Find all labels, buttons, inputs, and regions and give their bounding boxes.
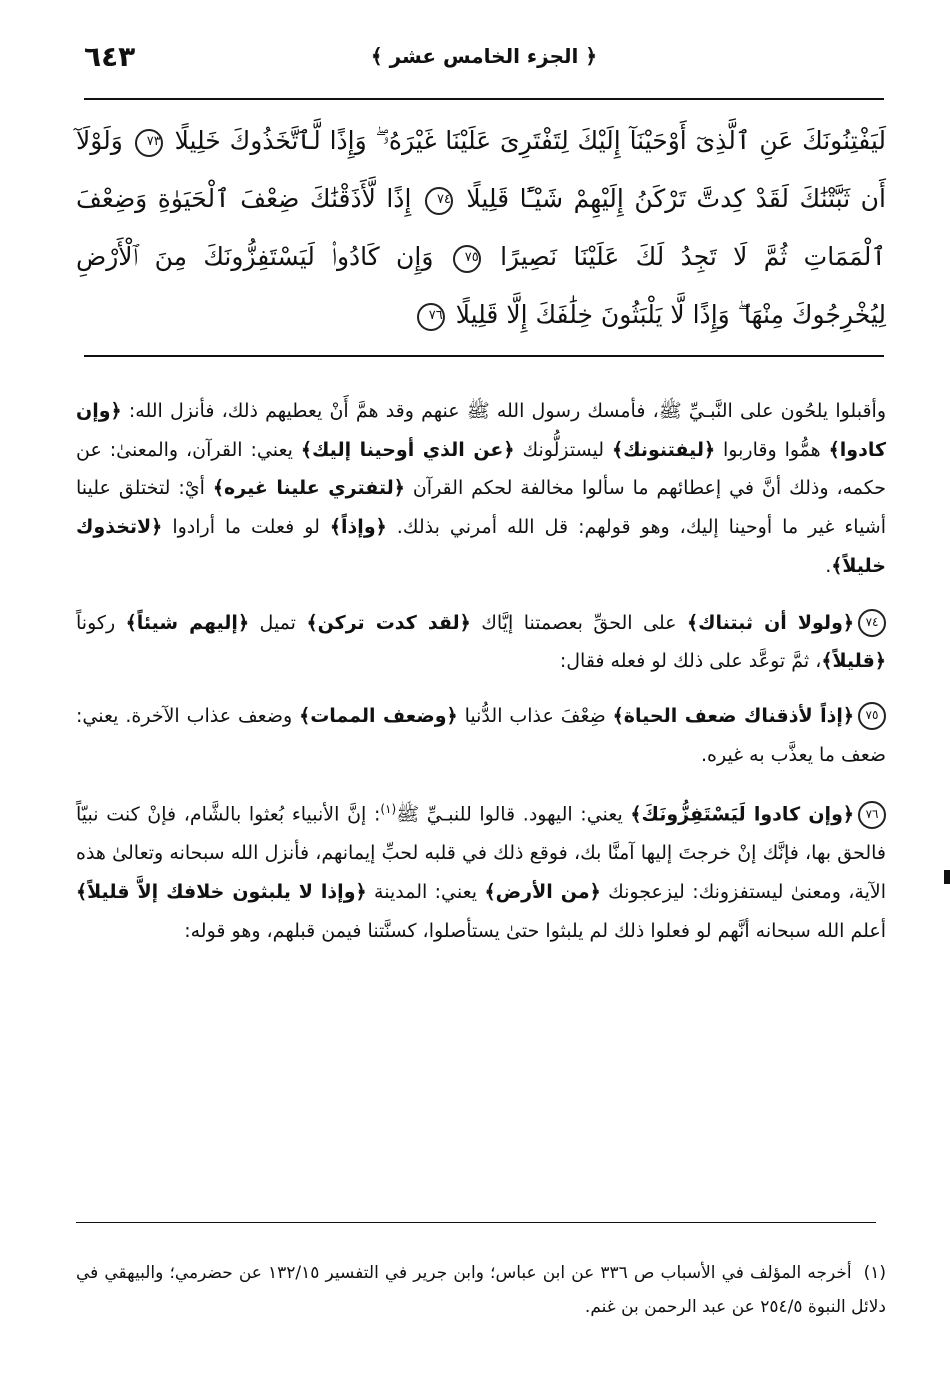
commentary-text: أعلم الله سبحانه أنَّهم لو فعلوا ذلك لم يلبثوا حتىٰ يستأصلوا، كسنَّتنا فيمن قبلهم، وهو قوله: (184, 919, 886, 942)
quran-verse-74: وَلَوْلَآ أَن ثَبَّتْنَٰكَ لَقَدْ كِدتَّ تَرْكَنُ إِلَيْهِمْ شَيْـًٔا قَلِيلًا (76, 126, 886, 213)
quoted-verse: ﴿قليلاً﴾ (821, 650, 886, 673)
quoted-verse: ﴿عن الذي أوحينا إليك﴾ (300, 438, 515, 461)
verse-number-marker: ٧٤ (425, 187, 453, 215)
commentary-paragraph-76 (76, 790, 886, 950)
quoted-verse: ﴿وإذاً﴾ (329, 516, 387, 539)
quoted-verse: ﴿لاتخذوك خليلاً﴾ (76, 516, 886, 577)
commentary-text: يعني: القرآن، والمعنىٰ: عن حكمه، وذلك أنَّ في إعطائهم ما سألوا مخالفة لحكم القرآن (76, 438, 887, 500)
commentary-text: همُّوا وقاربوا (715, 438, 829, 461)
page-number: ٦٤٣ (84, 40, 136, 73)
verse-number-marker: ٧٤ (858, 609, 886, 637)
quoted-verse: ﴿إليهم شيئاً﴾ (125, 611, 250, 634)
verse-number-marker: ٧٦ (417, 303, 445, 331)
quran-verse-73: لَيَفْتِنُونَكَ عَنِ ٱلَّذِىٓ أَوْحَيْنَآ إِلَيْكَ لِتَفْتَرِىَ عَلَيْنَا غَيْرَهُۥ ۖ وَإِذًا لَّٱتَّخَذُوكَ خَلِيلًا (174, 126, 886, 155)
commentary-paragraph-74 (76, 604, 886, 681)
verse-number-marker: ٧٦ (858, 801, 886, 829)
footnote-reference[interactable]: (١) (380, 802, 397, 817)
commentary-paragraph-73 (76, 392, 886, 586)
quoted-verse: ﴿وإن كادوا لَيَسْتَفِزُّونَكَ﴾ (630, 803, 855, 826)
quoted-verse: ﴿إذاً لأذقناك ضعف الحياة﴾ (612, 704, 854, 727)
footnote-text: أخرجه المؤلف في الأسباب ص ٣٣٦ عن ابن عباس؛ وابن جرير في التفسير ١٣٢/١٥ عن حضرمي؛ والبيهقي في دلائل النبوة ٢٥٤/٥ عن عبد الرحمن بن غنم. (76, 1263, 886, 1317)
page-header (84, 40, 884, 80)
quoted-verse: ﴿وضعف الممات﴾ (299, 704, 458, 727)
running-title: ﴿ الجزء الخامس عشر ﴾ (370, 44, 598, 68)
verse-number-marker: ٧٣ (135, 129, 163, 157)
commentary-text: على الحقِّ بعصمتنا إيَّاك (470, 611, 687, 634)
verse-number-marker: ٧٥ (453, 245, 481, 273)
quoted-verse: ﴿ولولا أن ثبتناك﴾ (686, 611, 855, 634)
commentary-text: ليستزلُّونك (514, 438, 612, 461)
quoted-verse: ﴿ليفتنونك﴾ (612, 438, 716, 461)
commentary-block (76, 392, 886, 966)
footnote-divider (76, 1222, 876, 1223)
commentary-text: يعني: اليهود. قالوا للنبـيِّ ﷺ (396, 803, 631, 826)
quoted-verse: ﴿لتفتري علينا غيره﴾ (212, 477, 405, 500)
commentary-text: وضعف عذاب الآخرة. يعني: ضعف ما يعذَّب به غيره. (76, 704, 886, 766)
verse-number-marker: ٧٥ (858, 702, 886, 730)
commentary-text: ركوناً (76, 611, 126, 634)
commentary-text: وأقبلوا يلحُون على النَّبـيِّ ﷺ، فأمسك رسول الله ﷺ عنهم وقد همَّ أَنْ يعطيهم ذلك، فأنزل الله: (121, 400, 886, 422)
verses-divider (84, 355, 884, 357)
footnote-item (76, 1256, 886, 1324)
footnotes-block (76, 1256, 886, 1324)
quran-verses-block (76, 112, 886, 344)
quran-verse-75: إِذًا لَّأَذَقْنَٰكَ ضِعْفَ ٱلْحَيَوٰةِ وَضِعْفَ ٱلْمَمَاتِ ثُمَّ لَا تَجِدُ لَكَ عَلَيْنَا نَصِيرًا (76, 184, 887, 271)
quoted-verse: ﴿من الأرض﴾ (484, 881, 601, 904)
commentary-text: لو فعلت ما أرادوا (162, 516, 330, 539)
footnote-number: (١) (863, 1263, 886, 1283)
quoted-verse: ﴿وإن كادوا﴾ (76, 400, 886, 461)
commentary-text: ، ثمَّ توعَّد على ذلك لو فعله فقال: (559, 650, 822, 673)
commentary-text: أيْ: لتختلق علينا أشياء غير ما أوحينا إليك، وهو قولهم: قل الله أمرني بذلك. (76, 477, 886, 539)
commentary-text: تميل (249, 611, 307, 634)
quoted-verse: ﴿وإذا لا يلبثون خلافك إلاَّ قليلاً﴾ (76, 881, 367, 904)
header-divider (84, 98, 884, 100)
commentary-text: ضِعْفَ عذاب الدُّنيا (457, 704, 613, 727)
commentary-text: : إنَّ الأنبياء بُعثوا بالشَّام، فإنْ كنت نبيّاً فالحق بها، فإنَّك إنْ خرجتَ إليها آمنَّا بك، فوقع ذلك في قلبه لحبِّ إيمانهم، فأنزل الله سبحانه وتعالىٰ هذه الآية، ومعنىٰ ليستفزونك: ليزعجونك (76, 803, 886, 904)
commentary-paragraph-75 (76, 697, 886, 774)
commentary-text: . (825, 554, 832, 577)
page-edge-mark (944, 870, 950, 884)
quoted-verse: ﴿لقد كدت تركن﴾ (306, 611, 471, 634)
commentary-text: يعني: المدينة (366, 881, 485, 904)
quran-verse-76: وَإِن كَادُوا۟ لَيَسْتَفِزُّونَكَ مِنَ ٱلْأَرْضِ لِيُخْرِجُوكَ مِنْهَا ۖ وَإِذًا لَّا يَلْبَثُونَ خِلَٰفَكَ إِلَّا قَلِيلًا (76, 242, 886, 329)
